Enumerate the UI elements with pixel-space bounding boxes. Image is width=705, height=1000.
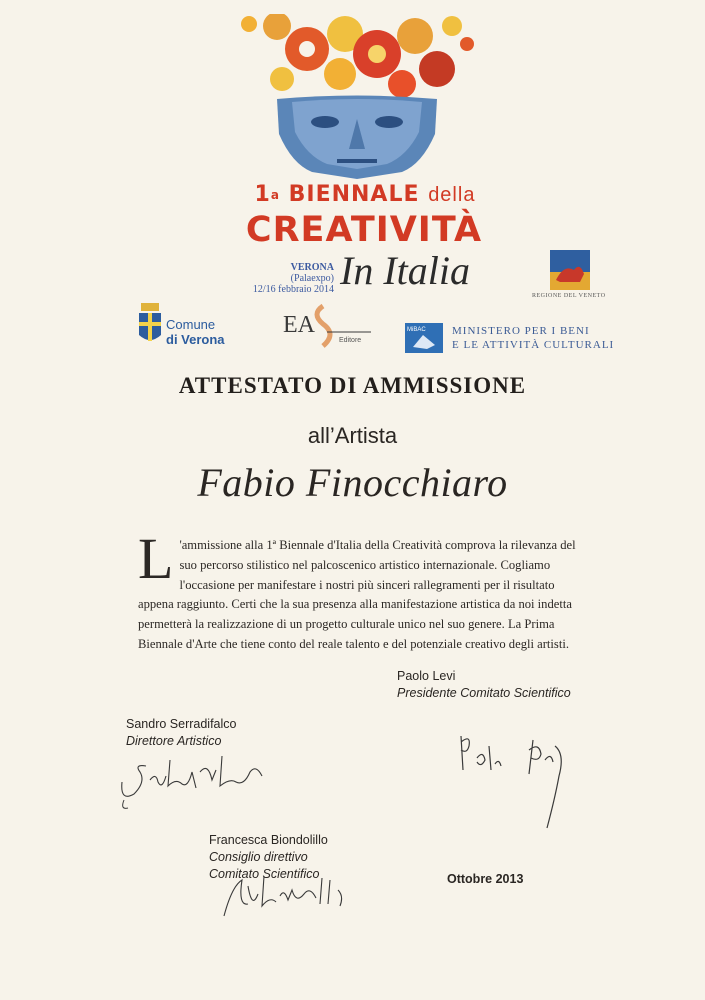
svg-text:Editore: Editore bbox=[339, 337, 362, 344]
artist-name: Fabio Finocchiaro bbox=[197, 460, 508, 505]
handwritten-signature-serradifalco bbox=[116, 742, 276, 812]
certificate-title: ATTESTATO DI AMMISSIONE bbox=[178, 373, 527, 398]
biennale-title-line2: CREATIVITÀ bbox=[245, 210, 483, 250]
signer-role: Comitato Scientifico bbox=[209, 867, 320, 881]
certificate-date: Ottobre 2013 bbox=[447, 872, 524, 886]
signer-name: Sandro Serradifalco bbox=[126, 717, 237, 731]
signer-role: Consiglio direttivo bbox=[209, 850, 308, 864]
signer-name: Francesca Biondolillo bbox=[209, 833, 328, 847]
svg-text:MiBAC: MiBAC bbox=[407, 327, 426, 333]
drop-cap: L bbox=[138, 526, 174, 591]
in-italia-text: In Italia bbox=[340, 248, 470, 293]
regione-veneto-label: REGIONE DEL VENETO bbox=[532, 293, 606, 299]
regione-veneto-logo bbox=[550, 250, 590, 290]
signature-block-levi bbox=[397, 668, 571, 702]
mibac-logo bbox=[405, 323, 443, 353]
signer-name: Paolo Levi bbox=[397, 669, 456, 683]
svg-text:EA: EA bbox=[283, 312, 315, 338]
gear-icon bbox=[241, 14, 474, 98]
handwritten-signature-levi bbox=[455, 728, 575, 838]
signer-role: Presidente Comitato Scientifico bbox=[397, 686, 571, 700]
certificate-body bbox=[138, 526, 590, 655]
handwritten-signature-biondolillo bbox=[218, 866, 368, 926]
comune-verona-label: Comune di Verona bbox=[166, 317, 225, 347]
venue-info: VERONA (Palaexpo) 12/16 febbraio 2014 bbox=[252, 262, 334, 295]
biennale-title-line1: 1$^a$ BIENNALE della bbox=[254, 182, 476, 207]
ministero-label: MINISTERO PER I BENI E LE ATTIVITÀ CULTURALI bbox=[452, 325, 615, 351]
head-gears-logo bbox=[237, 14, 477, 179]
body-text: 'ammissione alla 1ª Biennale d'Italia della Creatività comprova la rilevanza del suo percorso stilistico nel palcoscenico artistico internazionale. Cogliamo l'occasione per manifestare i nostri più sinceri rallegramenti per il risultato appena raggiunto. Certi che la sua presenza alla manifestazione artistica da noi indetta permetterà la realizzazione di un progetto culturale unico nel suo genere. La Prima Biennale d'Arte che tiene conto del reale talento e del potenziale creativo degli artisti. bbox=[138, 538, 576, 651]
eas-editore-logo bbox=[283, 302, 373, 350]
comune-verona-crest-icon bbox=[137, 303, 163, 345]
signer-role: Direttore Artistico bbox=[126, 734, 222, 748]
certificate-subtitle: all’Artista bbox=[307, 423, 398, 448]
